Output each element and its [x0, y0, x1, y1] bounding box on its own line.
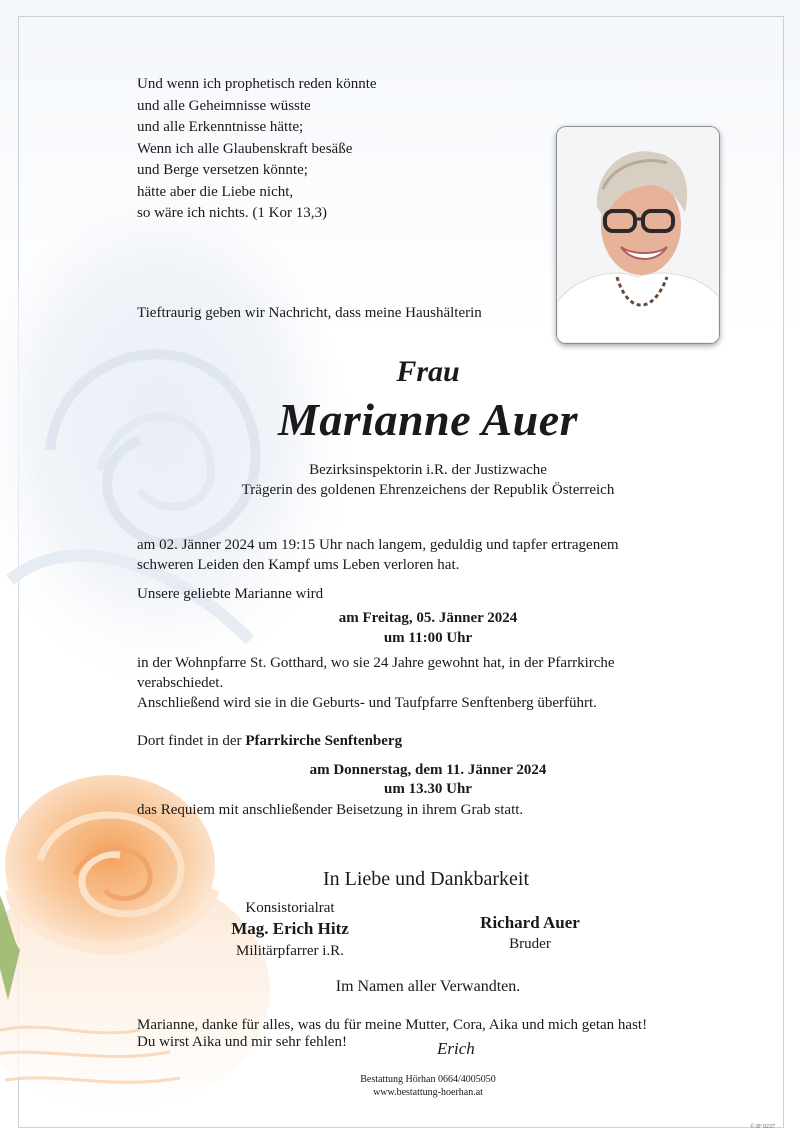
- footer-website: www.bestattung-hoerhan.at: [373, 1087, 483, 1098]
- requiem-date: am Donnerstag, dem 11. Jänner 2024: [309, 762, 547, 778]
- signature: Erich: [437, 1039, 475, 1058]
- title-line: Bezirksinspektorin i.R. der Justizwache: [309, 462, 547, 478]
- footer-code: © IF 9237: [750, 1124, 775, 1130]
- requiem-line: das Requiem mit anschließender Beisetzung in ihrem Grab statt.: [137, 802, 524, 818]
- farewell-time: um 11:00 Uhr: [383, 630, 473, 646]
- farewell-line: Anschließend wird sie in die Geburts- und Taufpfarre Senftenberg überführt.: [137, 695, 597, 711]
- relatives-line: Im Namen aller Verwandten.: [335, 978, 521, 995]
- title-line: Trägerin des goldenen Ehrenzeichens der Republik Österreich: [241, 482, 615, 498]
- poem-line: Und wenn ich prophetisch reden könnte: [137, 76, 377, 92]
- requiem-time: um 13.30 Uhr: [384, 781, 472, 797]
- farewell-date: am Freitag, 05. Jänner 2024: [338, 610, 518, 626]
- requiem-intro: [137, 733, 402, 750]
- farewell-line: verabschiedet.: [137, 675, 224, 691]
- poem-line: hätte aber die Liebe nicht,: [137, 183, 294, 200]
- death-line: schweren Leiden den Kampf ums Leben verloren hat.: [137, 557, 460, 573]
- mourner-left-sub: Militärpfarrer i.R.: [236, 943, 344, 959]
- mourner-right-sub: Bruder: [509, 936, 551, 952]
- personal-message-line: Marianne, danke für alles, was du für meine Mutter, Cora, Aika und mich getan hast!: [137, 1017, 648, 1033]
- death-line: am 02. Jänner 2024 um 19:15 Uhr nach langem, geduldig und tapfer ertragenem: [137, 537, 619, 553]
- mourner-right-name: Richard Auer: [480, 913, 580, 932]
- poem-line: und Berge versetzen könnte;: [137, 162, 308, 178]
- farewell-intro: Unsere geliebte Marianne wird: [137, 586, 324, 602]
- mourner-left-role: Konsistorialrat: [245, 900, 335, 916]
- poem-line: so wäre ich nichts. (1 Kor 13,3): [137, 205, 327, 221]
- footer-company: Bestattung Hörhan 0664/4005050: [360, 1074, 496, 1085]
- poem-line: und alle Geheimnisse wüsste: [137, 97, 311, 114]
- announcement-intro: Tieftraurig geben wir Nachricht, dass meine Haushälterin: [137, 305, 482, 321]
- personal-message-line: Du wirst Aika und mir sehr fehlen!: [137, 1034, 347, 1050]
- requiem-intro-text: Dort findet in der: [137, 733, 246, 749]
- deceased-name: Marianne Auer: [277, 394, 579, 445]
- requiem-church: Pfarrkirche Senftenberg: [245, 733, 403, 749]
- poem: [137, 74, 377, 225]
- salutation: Frau: [396, 355, 460, 388]
- closing-heading: In Liebe und Dankbarkeit: [322, 868, 530, 890]
- poem-line: Wenn ich alle Glaubenskraft besäße: [137, 140, 353, 157]
- farewell-line: in der Wohnpfarre St. Gotthard, wo sie 24 Jahre gewohnt hat, in der Pfarrkirche: [137, 655, 615, 671]
- poem-line: und alle Erkenntnisse hätte;: [137, 119, 304, 135]
- mourner-left-name: Mag. Erich Hitz: [231, 919, 349, 938]
- portrait-photo: [556, 126, 720, 344]
